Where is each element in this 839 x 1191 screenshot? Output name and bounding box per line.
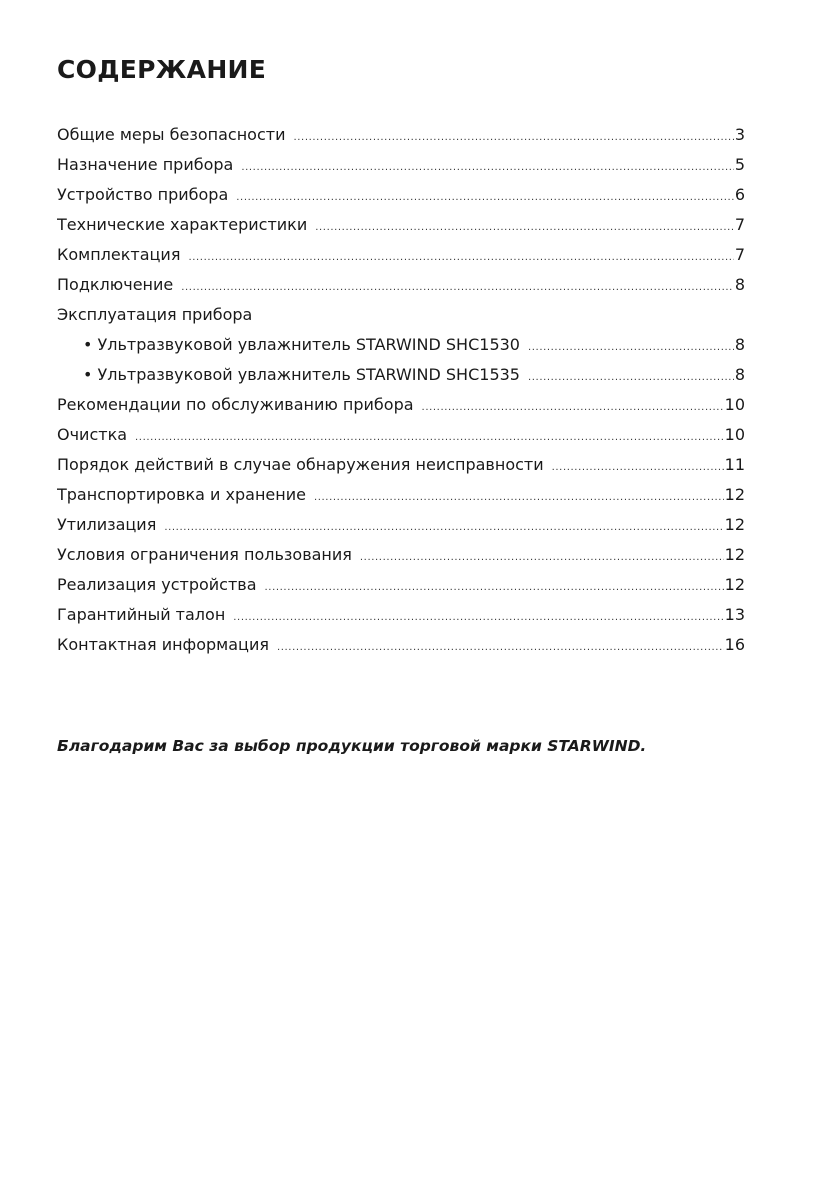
toc-entry-connection[interactable] [57,270,745,300]
toc-entry-page: 3 [734,125,745,144]
toc-dot-leader [188,243,733,270]
toc-dot-leader [241,153,733,180]
toc-entry-page: 8 [734,275,745,294]
toc-dot-leader [277,633,724,660]
toc-entry-contacts[interactable] [57,630,745,660]
toc-entry-cleaning[interactable] [57,420,745,450]
toc-entry-label: Рекомендации по обслуживанию прибора [57,395,414,414]
toc-entry-device[interactable] [57,180,745,210]
toc-dot-leader [552,453,724,480]
toc-entry-specifications[interactable] [57,210,745,240]
toc-entry-label: Контактная информация [57,635,269,654]
toc-entry-page: 12 [724,575,745,594]
toc-dot-leader [135,423,724,450]
toc-entry-label: Технические характеристики [57,215,308,234]
toc-entry-safety[interactable] [57,120,745,150]
toc-dot-leader [360,543,724,570]
toc-entry-label: Комплектация [57,245,181,264]
toc-entry-operation[interactable] [57,300,745,330]
toc-dot-leader [181,273,734,300]
toc-entry-label: Устройство прибора [57,185,229,204]
toc-dot-leader [422,393,724,420]
toc-entry-page: 6 [734,185,745,204]
toc-entry-troubleshooting[interactable] [57,450,745,480]
toc-dot-leader [314,483,724,510]
toc-dot-leader [528,333,734,360]
toc-entry-label: • Ультразвуковой увлажнитель STARWIND SHC1535 [83,365,520,384]
toc-entry-page: 10 [724,425,745,444]
toc-entry-label: Утилизация [57,515,157,534]
toc-entry-disposal[interactable] [57,510,745,540]
toc-entry-label: Условия ограничения пользования [57,545,352,564]
toc-entry-label: • Ультразвуковой увлажнитель STARWIND SHC1530 [83,335,520,354]
toc-entry-page: 13 [724,605,745,624]
toc-entry-page: 8 [734,365,745,384]
toc-entry-label: Транспортировка и хранение [57,485,306,504]
toc-entry-purpose[interactable] [57,150,745,180]
toc-entry-page: 12 [724,485,745,504]
toc-entry-usage-restrictions[interactable] [57,540,745,570]
toc-entry-transport-storage[interactable] [57,480,745,510]
toc-entry-page: 8 [734,335,745,354]
toc-entry-maintenance[interactable] [57,390,745,420]
toc-dot-leader [315,213,734,240]
toc-entry-label: Назначение прибора [57,155,234,174]
toc-dot-leader [293,123,733,150]
toc-subentry-shc1530[interactable] [57,330,745,360]
thank-you-note: Благодарим Вас за выбор продукции торговой марки STARWIND. [57,737,647,755]
toc-entry-warranty[interactable] [57,600,745,630]
toc-entry-label: Общие меры безопасности [57,125,286,144]
toc-entry-page: 11 [724,455,745,474]
toc-dot-leader [528,363,734,390]
toc-entry-package[interactable] [57,240,745,270]
toc-entry-label: Подключение [57,275,174,294]
toc-dot-leader [265,573,724,600]
toc-entry-page: 5 [734,155,745,174]
toc-entry-page: 7 [734,245,745,264]
toc-dot-leader [164,513,723,540]
toc-entry-sale[interactable] [57,570,745,600]
toc-dot-leader [233,603,723,630]
toc-dot-leader [236,183,734,210]
toc-subentry-shc1535[interactable] [57,360,745,390]
toc-entry-page: 12 [724,515,745,534]
toc-entry-label: Гарантийный талон [57,605,226,624]
toc-entry-label: Очистка [57,425,128,444]
toc-entry-page: 10 [724,395,745,414]
toc-entry-page: 12 [724,545,745,564]
toc-entry-label: Реализация устройства [57,575,257,594]
toc-entry-page: 16 [724,635,745,654]
toc-entry-page: 7 [734,215,745,234]
toc-entry-label: Порядок действий в случае обнаружения неисправности [57,455,544,474]
table-of-contents [57,120,745,660]
toc-entry-label: Эксплуатация прибора [57,305,253,324]
page-title: СОДЕРЖАНИЕ [57,55,267,84]
